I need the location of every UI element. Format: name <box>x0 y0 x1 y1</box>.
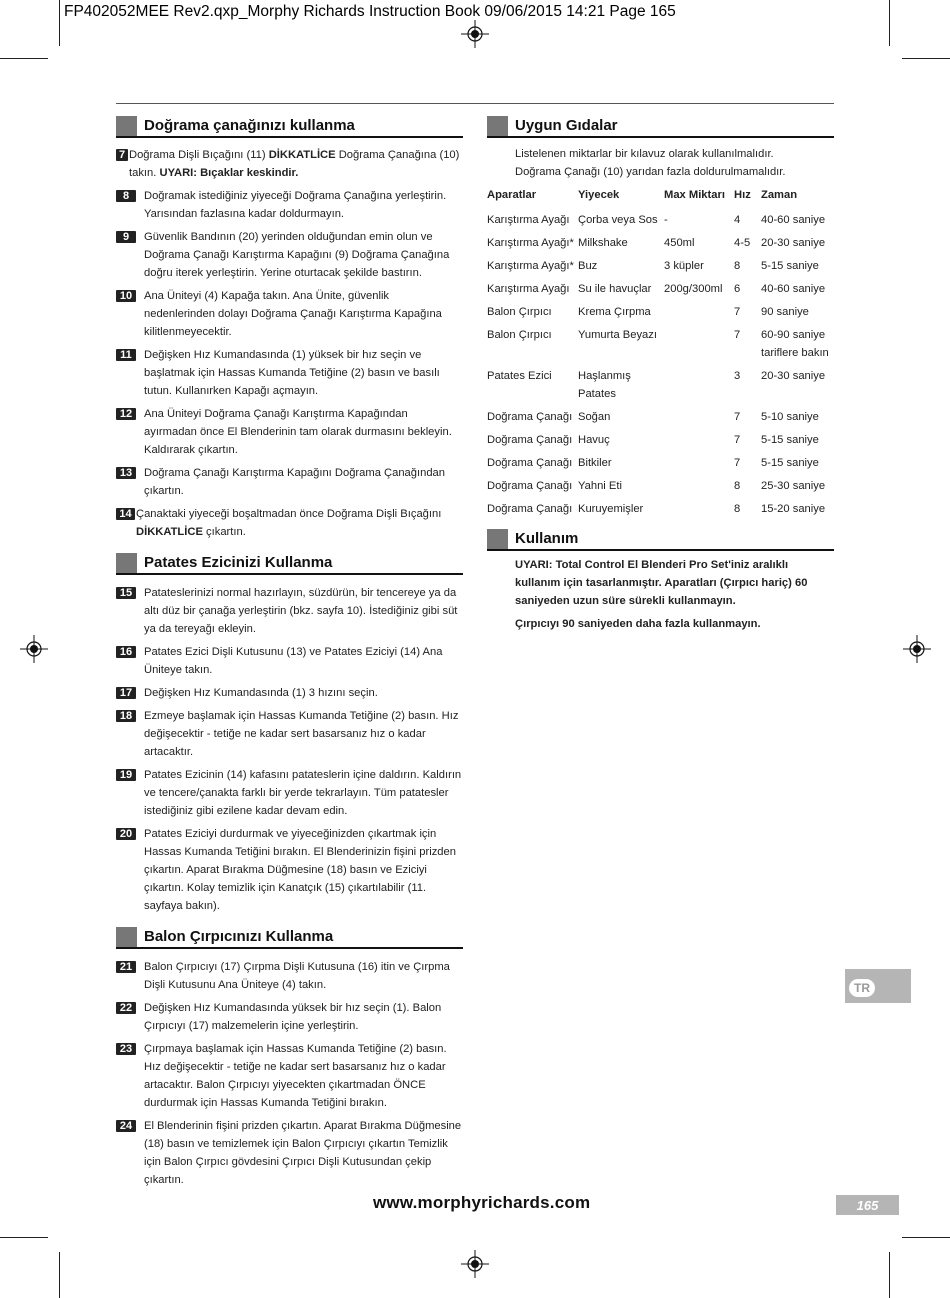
step-20 <box>116 825 463 915</box>
table-row <box>487 303 834 326</box>
table-cell: Karıştırma Ayağı <box>487 214 570 226</box>
table-row <box>487 326 834 367</box>
table-row <box>487 408 834 431</box>
heading-marker <box>487 116 508 136</box>
table-cell <box>664 500 734 523</box>
table-cell: Yahni Eti <box>578 480 622 492</box>
crop-mark <box>889 1252 890 1298</box>
intro-line: Doğrama Çanağı (10) yarıdan fazla doldurulmamalıdır. <box>515 166 786 178</box>
table-cell: Doğrama Çanağı <box>487 411 573 423</box>
table-cell: - <box>664 214 668 226</box>
heading-rule <box>116 136 463 138</box>
table-cell: 4-5 <box>734 237 751 249</box>
table-row <box>487 280 834 303</box>
crop-mark <box>59 0 60 46</box>
table-row <box>487 234 834 257</box>
step-text: Balon Çırpıcıyı (17) Çırpma Dişli Kutusuna (16) itin ve Çırpma Dişli Kutusunu Ana Üniteye (4) takın. <box>144 961 450 991</box>
section-title: Patates Ezicinizi Kullanma <box>144 554 333 571</box>
table-row <box>487 454 834 477</box>
step-13 <box>116 464 463 500</box>
step-warning: UYARI: Bıçaklar keskindir. <box>159 167 299 179</box>
table-cell <box>664 303 734 326</box>
table-cell: 8 <box>734 503 741 515</box>
step-text: Patates Ezicinin (14) kafasını patateslerin içine daldırın. Kaldırın ve tencere/çanakta farklı bir yerde tekrarlayın. Tüm patatesler istediğiniz gibi ezilene kadar devam edin. <box>144 769 462 817</box>
table-cell: 200g/300ml <box>664 283 723 295</box>
column-header: Aparatlar <box>487 189 537 201</box>
step-number: 8 <box>116 190 136 202</box>
website-url: www.morphyrichards.com <box>373 1193 591 1212</box>
table-cell: 20-30 saniye <box>761 370 826 382</box>
intro-line: Listelenen miktarlar bir kılavuz olarak kullanılmalıdır. <box>515 148 774 160</box>
step-text: Çanaktaki yiyeceği boşaltmadan önce Doğrama Dişli Bıçağını <box>136 508 442 520</box>
step-text: Ezmeye başlamak için Hassas Kumanda Tetiğine (2) basın. Hız değişecektir - tetiğe ne kadar sert basarsanız hız o kadar artacaktır. <box>144 710 459 758</box>
table-cell: 4 <box>734 214 741 226</box>
section-heading-chopping <box>116 116 463 136</box>
crop-mark <box>902 1237 950 1238</box>
table-cell: 15-20 saniye <box>761 503 826 515</box>
crop-mark <box>59 1252 60 1298</box>
column-header: Yiyecek <box>578 189 620 201</box>
heading-rule <box>487 136 834 138</box>
table-cell: 20-30 saniye <box>761 237 826 249</box>
step-23 <box>116 1040 463 1112</box>
table-cell: Buz <box>578 260 598 272</box>
step-24 <box>116 1117 463 1189</box>
step-text: Değişken Hız Kumandasında yüksek bir hız seçin (1). Balon Çırpıcıyı (17) malzemelerin içine yerleştirin. <box>144 1002 442 1032</box>
step-21 <box>116 958 463 994</box>
table-cell <box>664 431 734 454</box>
table-row <box>487 431 834 454</box>
step-18 <box>116 707 463 761</box>
crop-mark <box>902 58 950 59</box>
table-cell: 5-15 saniye <box>761 434 819 446</box>
table-cell: 25-30 saniye <box>761 480 826 492</box>
step-12 <box>116 405 463 459</box>
step-text: Ana Üniteyi (4) Kapağa takın. Ana Ünite, güvenlik nedenlerinden dolayı Doğrama Çanağı Karıştırma Kapağına kilitlenmeyecektir. <box>144 290 442 338</box>
table-cell: 7 <box>734 329 741 341</box>
table-cell: Bitkiler <box>578 457 612 469</box>
step-16 <box>116 643 463 679</box>
step-number: 19 <box>116 769 136 781</box>
left-column <box>116 116 463 1189</box>
table-cell: 7 <box>734 411 741 423</box>
step-number: 17 <box>116 687 136 699</box>
column-header: Hız <box>734 189 751 201</box>
step-text: El Blenderinin fişini prizden çıkartın. Aparat Bırakma Düğmesine (18) basın ve temizlemek için Balon Çırpıcıyı çıkartın Temizlik için Balon Çırpıcı gövdesini Çırpıcı Dişli Kutusundan çekip çıkartın. <box>144 1120 462 1186</box>
section-heading-masher <box>116 553 463 573</box>
page-number: 165 <box>836 1195 899 1215</box>
table-cell: Karıştırma Ayağı* <box>487 237 574 249</box>
heading-rule <box>116 947 463 949</box>
step-number: 21 <box>116 961 136 973</box>
section-title: Balon Çırpıcınızı Kullanma <box>144 928 334 945</box>
table-row <box>487 257 834 280</box>
table-cell: 7 <box>734 306 741 318</box>
step-emphasis: DİKKATLİCE <box>268 149 336 161</box>
heading-rule <box>487 549 834 551</box>
table-cell <box>664 408 734 431</box>
table-row <box>487 477 834 500</box>
step-number: 23 <box>116 1043 136 1055</box>
crop-mark <box>0 1237 48 1238</box>
heading-rule <box>116 573 463 575</box>
right-column <box>487 116 834 633</box>
step-text: Değişken Hız Kumandasında (1) 3 hızını seçin. <box>144 687 378 699</box>
table-cell <box>664 367 734 408</box>
table-cell: 7 <box>734 434 741 446</box>
language-badge: TR <box>849 979 875 997</box>
crop-mark <box>889 0 890 46</box>
heading-marker <box>116 553 137 573</box>
table-cell: Havuç <box>578 434 610 446</box>
column-header: Max Miktarı <box>664 189 725 201</box>
table-cell: Doğrama Çanağı <box>487 434 573 446</box>
step-number: 9 <box>116 231 136 243</box>
heading-marker <box>487 529 508 549</box>
table-cell: Çorba veya Sos <box>578 214 658 226</box>
table-cell: Krema Çırpma <box>578 306 651 318</box>
crop-mark <box>0 58 48 59</box>
table-cell: Haşlanmış Patates <box>578 370 631 400</box>
table-cell: Doğrama Çanağı <box>487 457 573 469</box>
step-15 <box>116 584 463 638</box>
step-text: Patateslerinizi normal hazırlayın, süzdürün, bir tencereye ya da altı düz bir çanağa yerleştirin (bkz. sayfa 10). İstediğiniz gibi süt ya da tereyağı ekleyin. <box>144 587 458 635</box>
table-cell: 60-90 saniye tariflere bakın <box>761 329 829 359</box>
table-cell <box>664 454 734 477</box>
table-cell: 40-60 saniye <box>761 214 826 226</box>
usage-note: Çırpıcıyı 90 saniyeden daha fazla kullanmayın. <box>515 618 761 630</box>
step-number: 15 <box>116 587 136 599</box>
step-text: Çırpmaya başlamak için Hassas Kumanda Tetiğine (2) basın. Hız değişecektir - tetiğe ne kadar sert basarsanız hız o kadar artacaktır. Balon Çırpıcıyı yiyecekten çıkartmadan ÖNCE durdurmak için Hassas Kumanda Tetiğini bırakın. <box>144 1043 447 1109</box>
table-cell: Milkshake <box>578 237 628 249</box>
table-row <box>487 211 834 234</box>
step-number: 10 <box>116 290 136 302</box>
table-row <box>487 500 834 523</box>
print-slug: FP402052MEE Rev2.qxp_Morphy Richards Instruction Book 09/06/2015 14:21 Page 165 <box>64 3 676 20</box>
step-11 <box>116 346 463 400</box>
section-title: Uygun Gıdalar <box>515 117 618 134</box>
column-header: Zaman <box>761 189 798 201</box>
table-cell: Soğan <box>578 411 611 423</box>
step-text: Güvenlik Bandının (20) yerinden olduğundan emin olun ve Doğrama Çanağı Karıştırma Kapağını (9) Doğrama Çanağına doğru iterek yerleştirin. Yerine oturtacak şekilde bastırın. <box>144 231 450 279</box>
table-cell: Karıştırma Ayağı <box>487 283 570 295</box>
table-cell: 7 <box>734 457 741 469</box>
suitable-foods-table <box>487 189 834 523</box>
table-header-row <box>487 189 834 211</box>
heading-marker <box>116 927 137 947</box>
table-cell: Balon Çırpıcı <box>487 306 552 318</box>
table-cell: Karıştırma Ayağı* <box>487 260 574 272</box>
top-rule <box>116 103 834 104</box>
table-cell <box>664 326 734 367</box>
step-text: Doğrama Çanağı Karıştırma Kapağını Doğrama Çanağından çıkartın. <box>144 467 445 497</box>
table-cell: Kuruyemişler <box>578 503 644 515</box>
step-text: Değişken Hız Kumandasında (1) yüksek bir hız seçin ve başlatmak için Hassas Kumanda Tetiğine (2) basın ve basılı tutun. Kullanırken Kapağı açmayın. <box>144 349 440 397</box>
table-cell: 8 <box>734 260 741 272</box>
table-cell: Balon Çırpıcı <box>487 329 552 341</box>
heading-marker <box>116 116 137 136</box>
section-heading-usage <box>487 529 834 549</box>
step-number: 7 <box>116 149 128 161</box>
step-number: 12 <box>116 408 136 420</box>
step-text: Doğrama Çanağına (10) takın. <box>129 149 460 179</box>
step-number: 13 <box>116 467 136 479</box>
registration-mark-icon <box>903 635 931 663</box>
section-heading-foods <box>487 116 834 136</box>
table-cell: 3 <box>734 370 741 382</box>
step-number: 18 <box>116 710 136 722</box>
step-7 <box>116 146 463 182</box>
step-text: çıkartın. <box>202 526 246 538</box>
table-row <box>487 367 834 408</box>
table-cell: 5-15 saniye <box>761 457 819 469</box>
step-number: 14 <box>116 508 135 520</box>
registration-mark-icon <box>461 1250 489 1278</box>
step-17 <box>116 684 463 702</box>
step-22 <box>116 999 463 1035</box>
section-heading-whisk <box>116 927 463 947</box>
step-number: 24 <box>116 1120 136 1132</box>
table-cell: 40-60 saniye <box>761 283 826 295</box>
table-cell: Patates Ezici <box>487 370 552 382</box>
table-cell: 90 saniye <box>761 306 809 318</box>
table-cell: 5-15 saniye <box>761 260 819 272</box>
table-cell: 8 <box>734 480 741 492</box>
step-number: 20 <box>116 828 136 840</box>
step-text: Patates Ezici Dişli Kutusunu (13) ve Patates Eziciyi (14) Ana Üniteye takın. <box>144 646 443 676</box>
step-text: Ana Üniteyi Doğrama Çanağı Karıştırma Kapağından ayırmadan önce El Blenderinin tam olarak durmasını bekleyin. Kaldırarak çıkartın. <box>144 408 452 456</box>
step-14 <box>116 505 463 541</box>
usage-warning: UYARI: Total Control El Blenderi Pro Set'iniz aralıklı kullanım için tasarlanmıştır. Aparatları (Çırpıcı hariç) 60 saniyeden uzun süre sürekli kullanmayın. <box>515 559 808 607</box>
step-19 <box>116 766 463 820</box>
section-title: Doğrama çanağınızı kullanma <box>144 117 355 134</box>
step-number: 22 <box>116 1002 136 1014</box>
step-8 <box>116 187 463 223</box>
registration-mark-icon <box>461 20 489 48</box>
step-number: 16 <box>116 646 136 658</box>
step-text: Doğramak istediğiniz yiyeceği Doğrama Çanağına yerleştirin. Yarısından fazlasına kadar doldurmayın. <box>144 190 447 220</box>
table-cell: Doğrama Çanağı <box>487 503 573 515</box>
step-text: Patates Eziciyi durdurmak ve yiyeceğinizden çıkartmak için Hassas Kumanda Tetiğini bırakın. El Blenderinizin fişini prizden çıkartın. Aparat Bırakma Düğmesine (18) basın ve Eziciyi çıkartın. Kolay temizlik için Kanatçık (15) çıkartılabilir (11. sayfaya bakın). <box>144 828 456 912</box>
step-text: Doğrama Dişli Bıçağını (11) <box>129 149 269 161</box>
table-cell: 450ml <box>664 237 695 249</box>
step-emphasis: DİKKATLİCE <box>136 526 203 538</box>
step-10 <box>116 287 463 341</box>
registration-mark-icon <box>20 635 48 663</box>
table-cell: Su ile havuçlar <box>578 283 652 295</box>
table-cell: 3 küpler <box>664 260 704 272</box>
step-number: 11 <box>116 349 136 361</box>
table-cell: Doğrama Çanağı <box>487 480 573 492</box>
section-title: Kullanım <box>515 530 579 547</box>
table-cell: Yumurta Beyazı <box>578 329 657 341</box>
table-cell: 5-10 saniye <box>761 411 819 423</box>
table-cell <box>664 477 734 500</box>
step-9 <box>116 228 463 282</box>
table-cell: 6 <box>734 283 741 295</box>
intro-text <box>487 145 834 181</box>
